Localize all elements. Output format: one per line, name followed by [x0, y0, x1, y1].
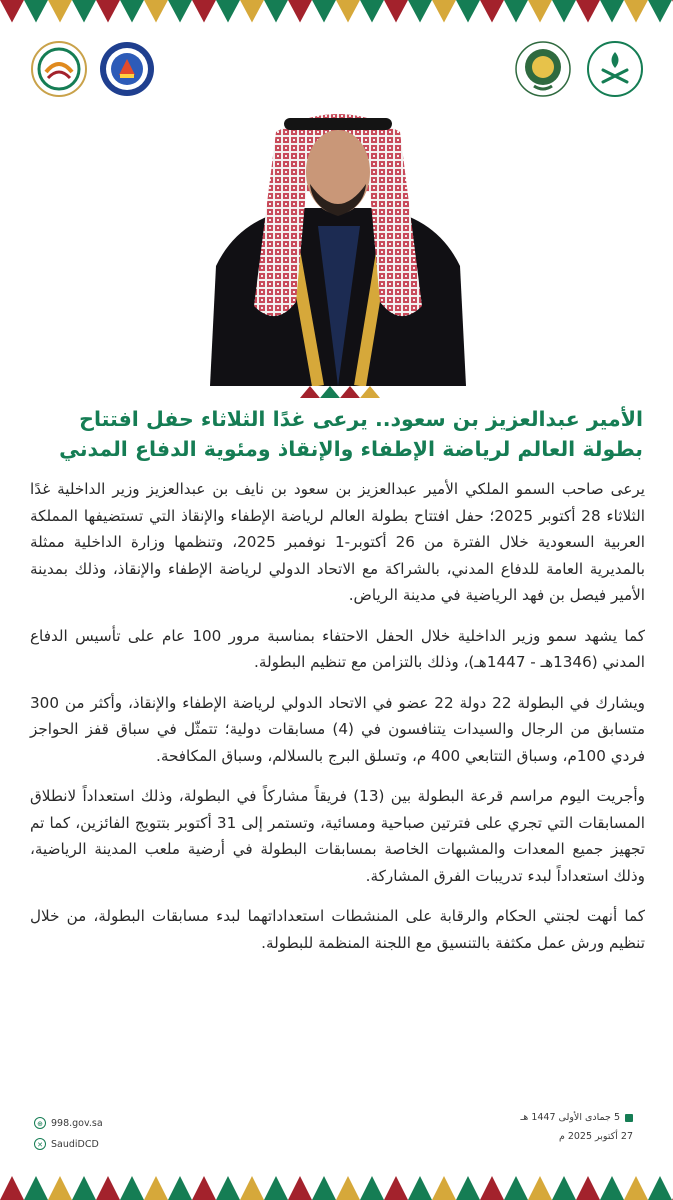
article-paragraph: كما يشهد سمو وزير الداخلية خلال الحفل الاحتفاء بمناسبة مرور 100 عام على تأسيس الدفاع المدني (1346هـ - 1447هـ)، وذلك بالتزامن مع تنظيم البطولة. — [30, 626, 645, 671]
date-hijri — [520, 1112, 633, 1123]
news-headline: الأمير عبدالعزيز بن سعود.. يرعى غدًا الثلاثاء حفل افتتاح بطولة العالم لرياضة الإطفاء والإنقاذ ومئوية الدفاع المدني — [59, 407, 643, 461]
x-icon: ✕ — [34, 1138, 46, 1150]
article-paragraph: وأجريت اليوم مراسم قرعة البطولة بين (13) فريقاً مشاركاً في البطولة، وذلك استعداداً لانطلاق المسابقات التي تجري على فترتين صباحية ومسائية، وتستمر إلى 31 أكتوبر بتتويج الفائزين، كما تم تجهيز جميع المعدات والمشبهات الخاصة بمسابقات البطولة في أرضية ملعب المدينة الرياضية، وذلك استعداداً لبدء تدريبات الفرق المشاركة. — [30, 787, 645, 885]
social-handle: SaudiDCD — [51, 1138, 99, 1150]
bottom-decorative-band — [0, 1168, 673, 1200]
championship-logo — [30, 40, 88, 98]
article-body — [30, 476, 645, 970]
sport-federation-logo — [98, 40, 156, 98]
website-link[interactable] — [34, 1117, 103, 1129]
article-paragraph: يرعى صاحب السمو الملكي الأمير عبدالعزيز بن سعود بن نايف بن عبدالعزيز وزير الداخلية غدًا الثلاثاء 28 أكتوبر 2025؛ حفل افتتاح بطولة العالم لرياضة الإطفاء والإنقاذ التي تستضيفها المملكة العربية السعودية خلال الفترة من 26 أكتوبر-1 نوفمبر 2025، وتنظمها وزارة الداخلية ممثلة بالمديرية العامة للدفاع المدني، بالشراكة مع الاتحاد الدولي لرياضة الإطفاء والإنقاذ، وذلك بمدينة الأمير فيصل بن فهد الرياضية في مدينة الرياض. — [30, 480, 645, 604]
ornament-divider — [300, 383, 380, 395]
social-link[interactable] — [34, 1138, 99, 1150]
minister-portrait — [210, 96, 466, 386]
date-gregorian — [559, 1131, 633, 1142]
top-decorative-band — [0, 0, 673, 30]
saudi-emblem — [586, 40, 644, 98]
website-text: 998.gov.sa — [51, 1117, 103, 1129]
article-paragraph: ويشارك في البطولة 22 دولة 22 عضو في الاتحاد الدولي لرياضة الإطفاء والإنقاذ، وأكثر من 300 متسابق من الرجال والسيدات يتنافسون في (4) مسابقات دولية؛ تتمثّل في سباق قفز الحواجز فردي 100م، وسباق التتابعي 400 م، وتسلق البرج بالسلالم، وسباق المكافحة. — [30, 693, 646, 765]
civil-defense-emblem — [514, 40, 572, 98]
date-gregorian-text: 27 أكتوبر 2025 م — [558, 1131, 633, 1142]
date-hijri-text: 5 جمادى الأولى 1447 هـ — [520, 1112, 620, 1123]
globe-icon: ⊕ — [34, 1117, 46, 1129]
calendar-icon — [625, 1114, 633, 1122]
article-paragraph: كما أنهت لجنتي الحكام والرقابة على المنشطات استعداداتهما لبدء مسابقات البطولة، من خلال تنظيم ورش عمل مكثفة بالتنسيق مع اللجنة المنظمة للبطولة. — [30, 907, 645, 952]
